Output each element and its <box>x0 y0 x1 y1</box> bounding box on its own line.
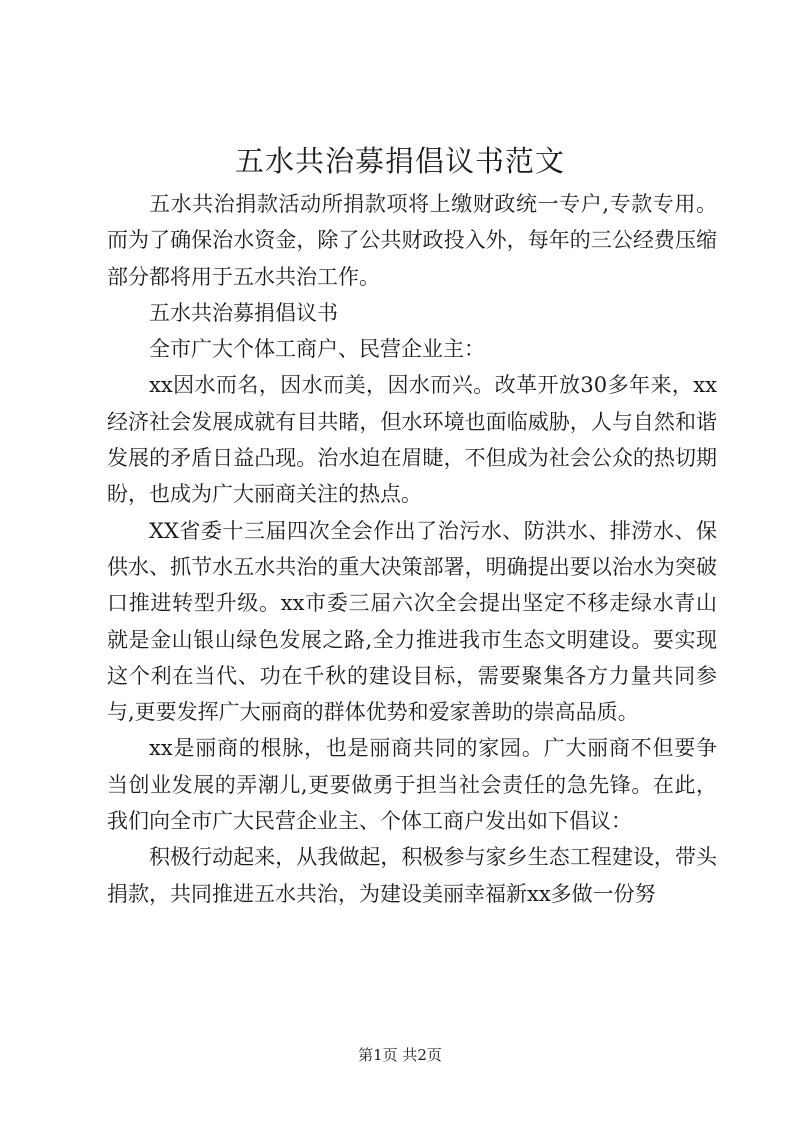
paragraph-action: 积极行动起来，从我做起，积极参与家乡生态工程建设，带头捐款，共同推进五水共治，为建设美丽幸福新xx多做一份努 <box>107 845 717 906</box>
document-title: 五水共治募捐倡议书范文 <box>234 144 565 178</box>
paragraph-subtitle: 五水共治募捐倡议书 <box>149 300 338 325</box>
page-number-footer: 第1页 共2页 <box>358 1046 442 1064</box>
paragraph-appeal: xx是丽商的根脉，也是丽商共同的家园。广大丽商不但要争当创业发展的弄潮儿,更要做勇于担当社会责任的急先锋。在此，我们向全市广大民营企业主、个体工商户发出如下倡议： <box>107 736 717 834</box>
paragraph-policy: XX省委十三届四次全会作出了治污水、防洪水、排涝水、保供水、抓节水五水共治的重大决策部署，明确提出要以治水为突破口推进转型升级。xx市委三届六次全会提出坚定不移走绿水青山就是金山银山绿色发展之路,全力推进我市生态文明建设。要实现这个利在当代、功在千秋的建设目标，需要聚集各方力量共同参与,更要发挥广大丽商的群体优势和爱家善助的崇高品质。 <box>107 518 717 725</box>
paragraph-salutation: 全市广大个体工商户、民营企业主： <box>149 337 485 362</box>
paragraph-background: xx因水而名，因水而美，因水而兴。改革开放30多年来，xx经济社会发展成就有目共睹，但水环境也面临威胁，人与自然和谐发展的矛盾日益凸现。治水迫在眉睫，不但成为社会公众的热切期盼，也成为广大丽商关注的热点。 <box>107 373 717 507</box>
document-body <box>107 186 717 912</box>
paragraph-intro: 五水共治捐款活动所捐款项将上缴财政统一专户,专款专用。而为了确保治水资金，除了公共财政投入外，每年的三公经费压缩部分都将用于五水共治工作。 <box>107 192 717 289</box>
